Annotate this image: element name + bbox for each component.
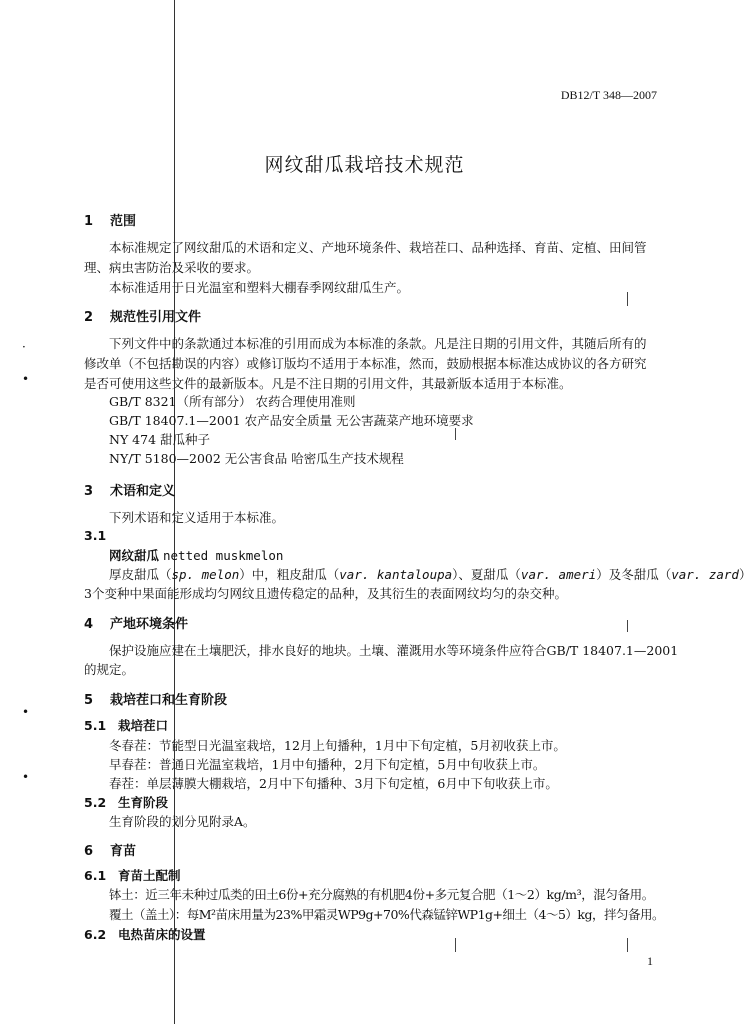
reference-item: GB/T 8321（所有部分） 农药合理使用准则: [109, 394, 356, 409]
term-english: netted muskmelon: [163, 548, 284, 563]
subsection-heading: 6.1 育苗土配制: [84, 868, 181, 883]
scan-mark: [627, 938, 628, 952]
paragraph: 生育阶段的划分见附录A。: [109, 814, 256, 829]
subsection-number: 3.1: [84, 528, 107, 543]
standard-code: DB12/T 348—2007: [560, 88, 657, 102]
term-entry: [109, 546, 283, 564]
section-heading-2: 2 规范性引用文件: [84, 310, 202, 325]
paragraph: 是否可使用这些文件的最新版本。凡是不注日期的引用文件，其最新版本适用于本标准。: [84, 376, 572, 391]
reference-item: GB/T 18407.1—2001 农产品安全质量 无公害蔬菜产地环境要求: [109, 413, 474, 428]
paragraph: 下列术语和定义适用于本标准。: [109, 510, 285, 525]
paragraph: 下列文件中的条款通过本标准的引用而成为本标准的条款。凡是注日期的引用文件，其随后所有的: [109, 336, 647, 351]
paragraph: 钵土：近三年未种过瓜类的田土6份+充分腐熟的有机肥4份+多元复合肥（1～2）kg/m³，混匀备用。: [109, 887, 654, 902]
term-definition: 厚皮甜瓜（sp. melon）中，粗皮甜瓜（var. kantaloupa）、夏甜瓜（var. ameri）及冬甜瓜（var. zard）: [109, 567, 751, 582]
scan-dot: ·: [22, 340, 26, 354]
paragraph: 本标准适用于日光温室和塑料大棚春季网纹甜瓜生产。: [109, 280, 410, 295]
paragraph: 的规定。: [84, 662, 135, 677]
paragraph: 覆土（盖土）：每M²苗床用量为23%甲霜灵WP9g+70%代森锰锌WP1g+细土（4～5）kg，拌匀备用。: [109, 907, 664, 922]
paragraph: 本标准规定了网纹甜瓜的术语和定义、产地环境条件、栽培茬口、品种选择、育苗、定植、田间管: [109, 240, 647, 255]
paragraph: 冬春茬：节能型日光温室栽培，12月上旬播种，1月中下旬定植，5月初收获上市。: [109, 738, 566, 753]
section-heading-4: 4 产地环境条件: [84, 617, 189, 632]
scan-dot: •: [22, 770, 30, 784]
section-heading-5: 5 栽培茬口和生育阶段: [84, 693, 228, 708]
document-title: 网纹甜瓜栽培技术规范: [264, 154, 465, 176]
paragraph: 春茬：单层薄膜大棚栽培，2月中下旬播种、3月下旬定植，6月中下旬收获上市。: [109, 776, 558, 791]
section-heading-3: 3 术语和定义: [84, 484, 176, 499]
reference-item: NY/T 5180—2002 无公害食品 哈密瓜生产技术规程: [109, 451, 404, 466]
page-number: 1: [647, 954, 653, 968]
paragraph: 理、病虫害防治及采收的要求。: [84, 260, 260, 275]
scan-mark: [627, 620, 628, 632]
scan-mark: [455, 938, 456, 952]
subsection-heading: 6.2 电热苗床的设置: [84, 927, 206, 942]
scan-mark: [455, 428, 456, 440]
section-heading-1: 1 范围: [84, 214, 137, 229]
term-chinese: 网纹甜瓜: [109, 548, 160, 563]
paragraph: 修改单（不包括勘误的内容）或修订版均不适用于本标准，然而，鼓励根据本标准达成协议的各方研究: [84, 356, 647, 371]
scan-mark: [627, 292, 628, 306]
scan-dot: •: [22, 372, 30, 386]
paragraph: 保护设施应建在土壤肥沃，排水良好的地块。土壤、灌溉用水等环境条件应符合GB/T 18407.1—2001: [109, 643, 679, 658]
scan-dot: •: [22, 705, 30, 719]
paragraph: 早春茬：普通日光温室栽培，1月中旬播种，2月下旬定植，5月中旬收获上市。: [109, 757, 546, 772]
subsection-heading: 5.2 生育阶段: [84, 795, 169, 810]
reference-item: NY 474 甜瓜种子: [109, 432, 210, 447]
paragraph: 3个变种中果面能形成均匀网纹且遗传稳定的品种，及其衍生的表面网纹均匀的杂交种。: [84, 586, 567, 601]
subsection-heading: 5.1 栽培茬口: [84, 718, 169, 733]
section-heading-6: 6 育苗: [84, 844, 137, 859]
